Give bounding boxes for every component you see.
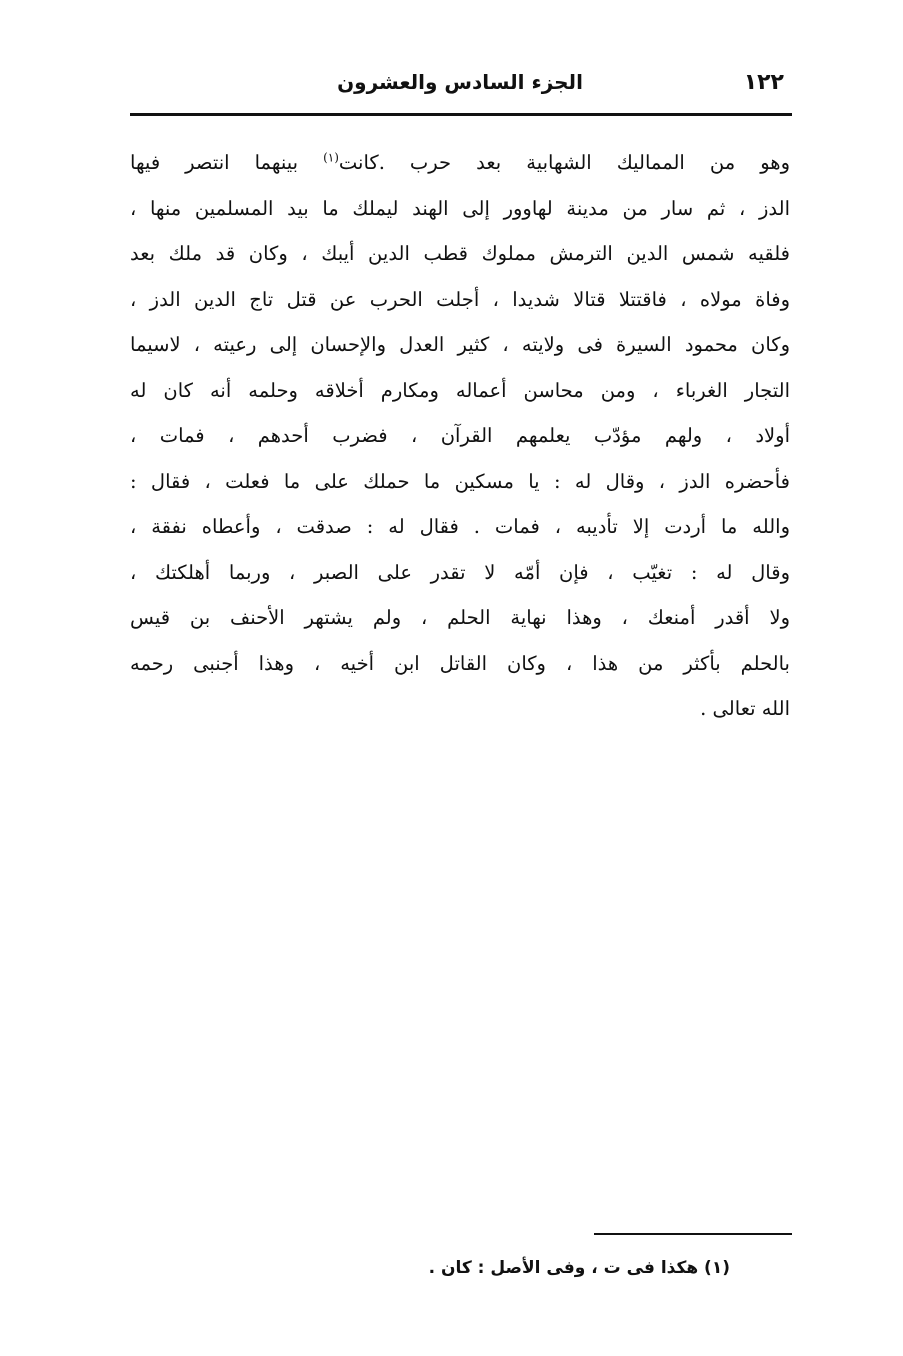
running-title: الجزء السادس والعشرون	[337, 70, 583, 94]
text-line: الله تعالى .	[700, 697, 790, 720]
text-line-start: وهو من المماليك الشهابية بعد حرب .كانت	[338, 151, 790, 174]
text-line: التجار الغرباء ، ومن محاسن أعماله ومكارم أخلاقه وحلمه أنه كان له	[130, 378, 790, 402]
text-line: وكان محمود السيرة فى ولايته ، كثير العدل والإحسان إلى رعيته ، لاسيما	[130, 333, 790, 356]
footnote-reference: (١)	[323, 150, 339, 165]
page-number: ١٢٢	[743, 70, 784, 95]
text-line	[130, 140, 790, 186]
header-rule	[130, 113, 792, 116]
text-line: فلقيه شمس الدين الترمش مملوك قطب الدين أيبك ، وكان قد ملك بعد	[130, 242, 790, 265]
text-line: أولاد ، ولهم مؤدّب يعلمهم القرآن ، فضرب أحدهم ، فمات ،	[130, 424, 790, 447]
text-line: فأحضره الدز ، وقال له : يا مسكين ما حملك على ما فعلت ، فقال :	[130, 469, 790, 493]
text-line: بالحلم بأكثر من هذا ، وكان القاتل ابن أخيه ، وهذا أجنبى رحمه	[130, 651, 790, 675]
body-text	[130, 140, 790, 732]
text-line: الدز ، ثم سار من مدينة لهاوور إلى الهند ليملك ما بيد المسلمين منها ،	[130, 196, 790, 220]
text-line: وفاة مولاه ، فاقتتلا قتالا شديدا ، أجلت الحرب عن قتل تاج الدين الدز ،	[130, 287, 790, 311]
footnote-rule	[594, 1233, 792, 1235]
text-line: ولا أقدر أمنعك ، وهذا نهاية الحلم ، ولم يشتهر الأحنف بن قيس	[130, 606, 790, 629]
text-line: والله ما أردت إلا تأديبه ، فمات . فقال له : صدقت ، وأعطاه نفقة ،	[130, 515, 790, 538]
footnote: (١) هكذا فى ت ، وفى الأصل : كان .	[428, 1258, 730, 1278]
page-header	[130, 66, 790, 106]
text-line-end: بينهما انتصر فيها	[130, 151, 299, 174]
text-line: وقال له : تغيّب ، فإن أمّه لا تقدر على الصبر ، وربما أهلكتك ،	[130, 560, 790, 584]
